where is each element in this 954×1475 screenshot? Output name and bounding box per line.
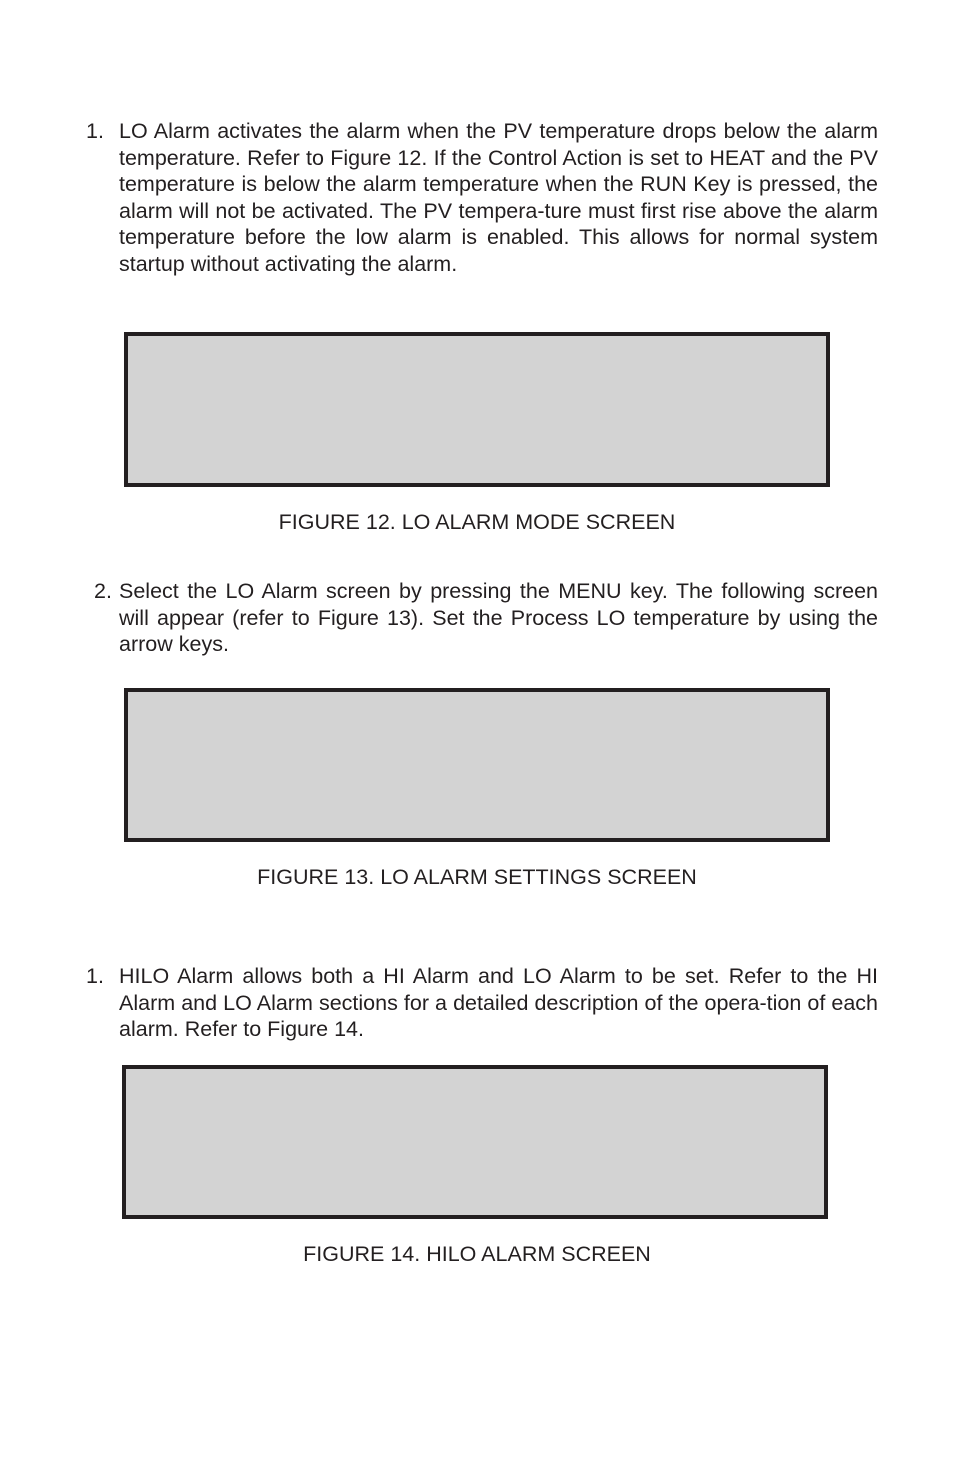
list-item-text: Select the LO Alarm screen by pressing the MENU key. The following screen will appear (refer to Figure 13). Set the Process LO temperature by using the arrow keys. (119, 579, 878, 657)
list-item-number: 2. (94, 579, 112, 603)
figure-12-caption: FIGURE 12. LO ALARM MODE SCREEN (278, 510, 676, 534)
hilo-alarm-screen-figure (122, 1065, 828, 1219)
lo-alarm-mode-screen-figure (124, 332, 830, 487)
list-item-select-lo-alarm (86, 578, 878, 658)
list-item-number: 1. (86, 964, 104, 988)
figure-13-caption: FIGURE 13. LO ALARM SETTINGS SCREEN (257, 865, 697, 889)
list-item-number: 1. (86, 119, 104, 143)
figure-14-caption: FIGURE 14. HILO ALARM SCREEN (303, 1242, 651, 1266)
lo-alarm-settings-screen-figure (124, 688, 830, 842)
list-item-text: LO Alarm activates the alarm when the PV temperature drops below the alarm temperature. Refer to Figure 12. If the Control Action is set to HEAT and the PV temperature is below the alarm temperature when the RUN Key is pressed, the alarm will not be activated. The PV tempera-ture must first rise above the alarm temperature before the low alarm is enabled. This allows for normal system startup without activating the alarm. (119, 119, 878, 276)
list-item-text: HILO Alarm allows both a HI Alarm and LO Alarm to be set. Refer to the HI Alarm and LO Alarm sections for a detailed description of the opera-tion of each alarm. Refer to Figure 14. (119, 964, 878, 1042)
list-item-lo-alarm (86, 118, 878, 278)
list-item-hilo-alarm (86, 963, 878, 1043)
